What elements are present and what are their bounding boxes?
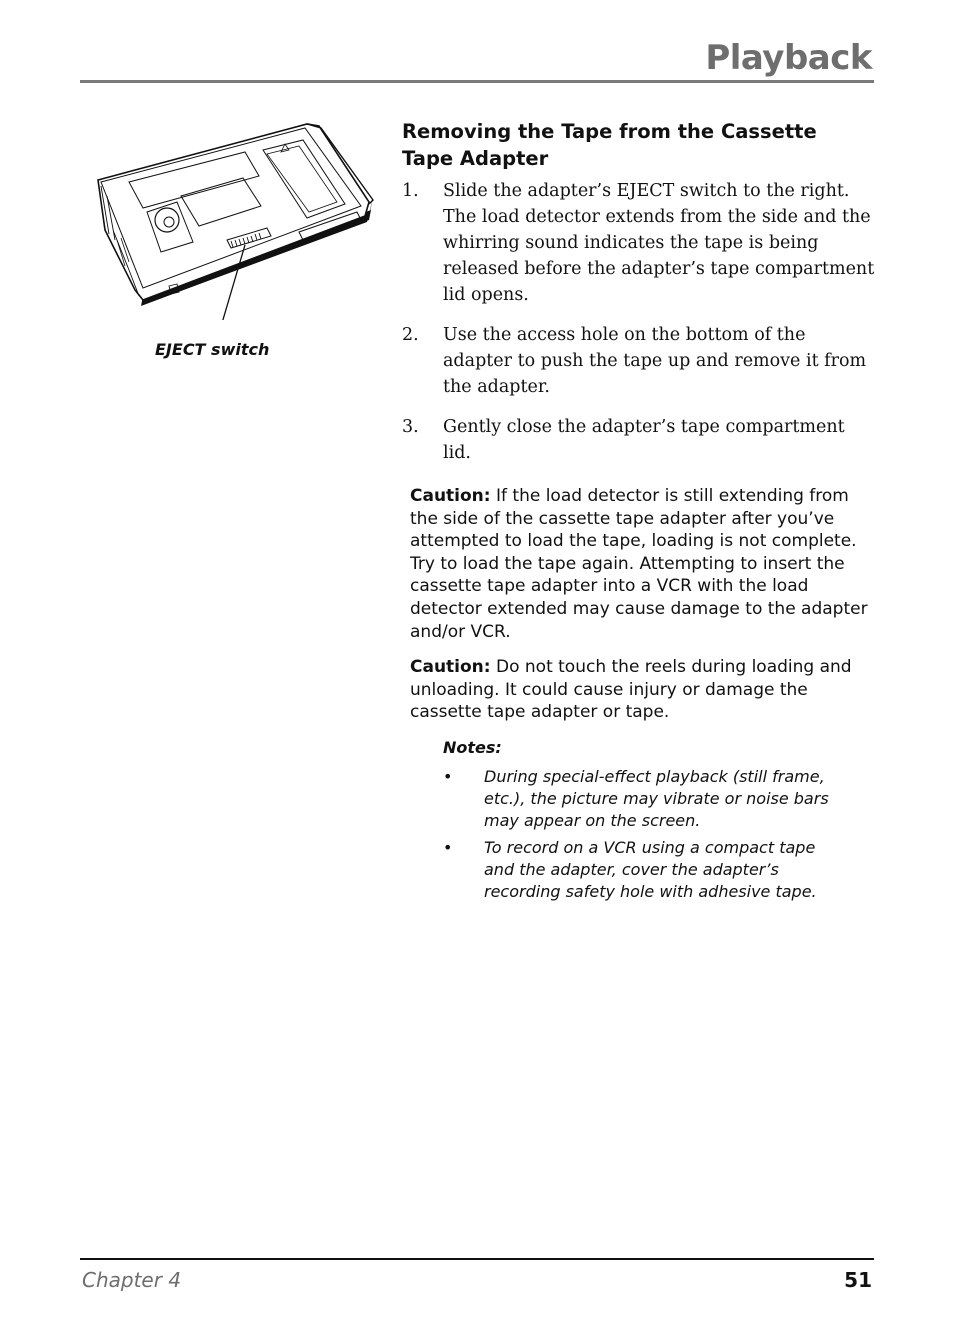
note-bullet: •: [443, 838, 453, 858]
step-text: Use the access hole on the bottom of the adapter to push the tape up and remove it from the adapter.: [443, 325, 867, 397]
step-text: Gently close the adapter’s tape compartment lid.: [443, 417, 845, 463]
caution-text: Do not touch the reels during loading and unloading. It could cause injury or damage the cassette tape adapter or tape.: [410, 657, 852, 723]
note-item: [443, 837, 843, 902]
note-text: During special-effect playback (still frame, etc.), the picture may vibrate or noise bars may appear on the screen.: [484, 767, 829, 830]
step-text: Slide the adapter’s EJECT switch to the right. The load detector extends from the side and the whirring sound indicates the tape is being released before the adapter’s tape compartment lid opens.: [443, 181, 875, 305]
footer-chapter: Chapter 4: [82, 1268, 182, 1292]
note-item: [443, 766, 843, 831]
step-item: [402, 178, 876, 308]
step-item: [402, 414, 876, 466]
footer-rule: [80, 1258, 874, 1260]
step-number: 3.: [402, 417, 419, 437]
notes-list: [443, 766, 843, 909]
note-text: To record on a VCR using a compact tape and the adapter, cover the adapter’s recording safety hole with adhesive tape.: [484, 838, 817, 901]
caution-label: Caution:: [410, 486, 491, 506]
figure-caption: EJECT switch: [155, 340, 270, 359]
caution-label: Caution:: [410, 657, 491, 677]
caution-text: If the load detector is still extending from the side of the cassette tape adapter after you’ve attempted to load the tape, loading is not complete. Try to load the tape again. Attempting to insert the cassette tape adapter into a VCR with the load detector extended may cause damage to the adapter and/or VCR.: [410, 486, 868, 642]
page-header-title: Playback: [705, 38, 872, 78]
cassette-adapter-illustration: [95, 120, 380, 320]
step-item: [402, 322, 876, 400]
note-bullet: •: [443, 767, 453, 786]
page-number: 51: [844, 1268, 872, 1292]
steps-list: [402, 178, 876, 480]
step-number: 2.: [402, 325, 419, 345]
notes-heading: Notes:: [443, 738, 502, 757]
caution-paragraph: [410, 656, 870, 724]
cassette-adapter-drawing: [95, 120, 380, 320]
caution-paragraph: [410, 485, 870, 643]
section-heading: Removing the Tape from the Cassette Tape Adapter: [402, 120, 817, 170]
step-number: 1.: [402, 181, 419, 201]
header-rule: [80, 80, 874, 83]
